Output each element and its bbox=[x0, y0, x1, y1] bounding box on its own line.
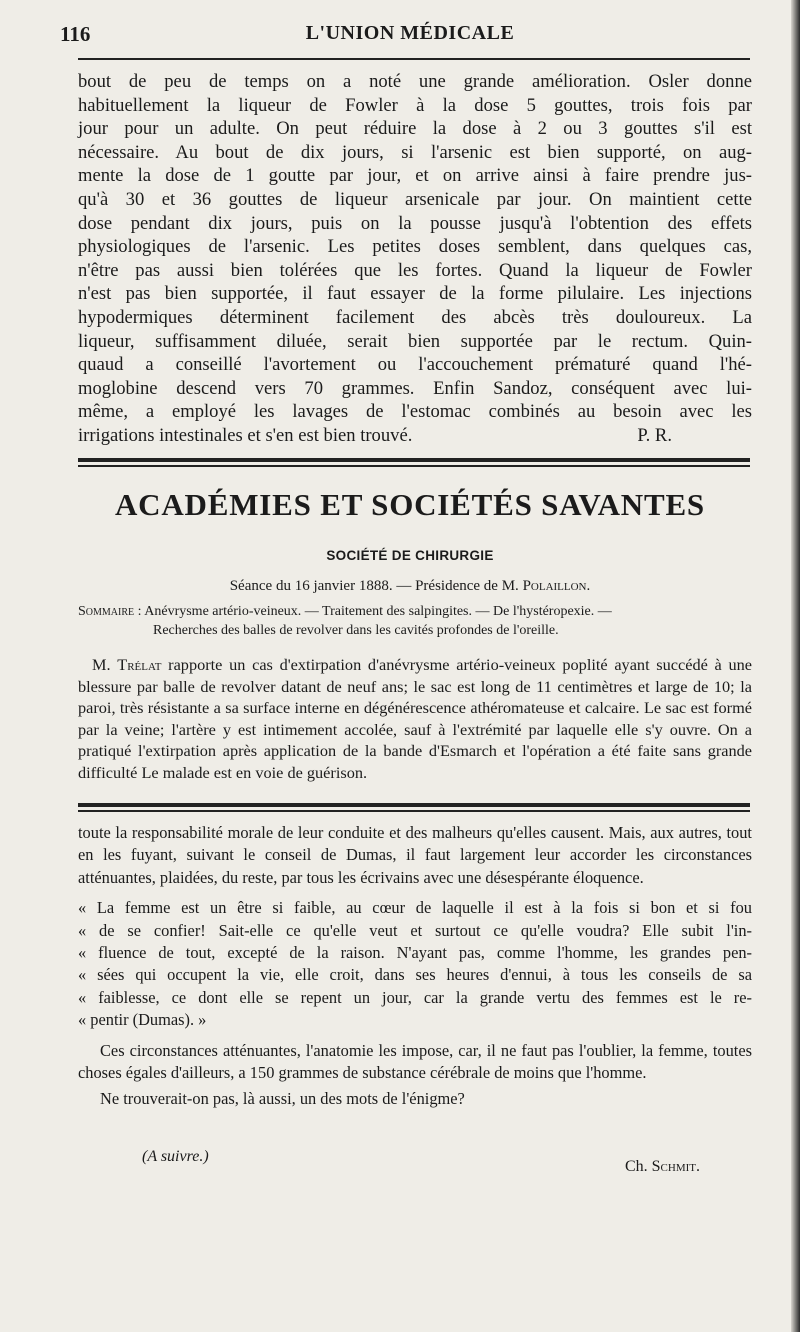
top-text-line: habituellement la liqueur de Fowler à la dose 5 gouttes, trois fois par bbox=[78, 94, 752, 116]
top-text-line: moglobine descend vers 70 grammes. Enfin Sandoz, conséquent avec lui- bbox=[78, 377, 752, 399]
section-rule-bottom bbox=[78, 465, 750, 467]
top-text-line: bout de peu de temps on a noté une grande amélioration. Osler donne bbox=[78, 71, 752, 92]
feuilleton-rule-top bbox=[78, 803, 750, 807]
author-signature bbox=[625, 1158, 700, 1176]
top-text-lines bbox=[78, 70, 752, 448]
page-header bbox=[60, 22, 760, 52]
speaker-name: Trélat bbox=[117, 655, 162, 674]
sommaire-line-2: Recherches des balles de revolver dans les cavités profondes de l'oreille. bbox=[153, 623, 559, 638]
section-title: ACADÉMIES ET SOCIÉTÉS SAVANTES bbox=[115, 487, 705, 522]
to-be-continued: (A suivre.) bbox=[142, 1148, 209, 1165]
feuilleton-paragraph-2: Ces circonstances atténuantes, l'anatomie les impose, car, il ne faut pas l'oublier, la femme, toutes choses égales d'ailleurs, a 150 grammes de substance cérébrale de moins que l'homme. bbox=[78, 1040, 752, 1083]
feuilleton-rule-bottom bbox=[78, 810, 750, 812]
top-text-line: liqueur, suffisamment diluée, serait bien supportée par le rectum. Quin- bbox=[78, 330, 752, 352]
author-prefix: Ch. bbox=[624, 1158, 652, 1175]
quote-line: « sées qui occupent la vie, elle croit, dans ses heures d'ennui, à tous les conseils de sa bbox=[78, 965, 752, 985]
quote-line: « de se confier! Sait-elle ce qu'elle veut et surtout ce qu'elle voudra? Elle subit l'in- bbox=[78, 920, 752, 940]
top-text-signature: P. R. bbox=[637, 424, 672, 446]
feuilleton-paragraph-3: Ne trouverait-on pas, là aussi, un des mots de l'énigme? bbox=[100, 1089, 465, 1109]
seance-end: . bbox=[586, 578, 591, 594]
sommaire-line-1: Anévrysme artério-veineux. — Traitement des salpingites. — De l'hystéropexie. — bbox=[141, 604, 612, 619]
seance-president: Polaillon bbox=[522, 578, 587, 594]
header-rule bbox=[78, 58, 750, 60]
seance-text: Séance du 16 janvier 1888. — Présidence de M. bbox=[229, 578, 523, 594]
report-text: rapporte un cas d'extirpation d'anévrysme artério-veineux poplité ayant succédé à une blessure par balle de revolver datant de neuf ans; le sac est long de 11 centimètres et large de 10; la paroi, très résistante a sa surface interne en dégénérescence athéromateuse et calcaire. Le sac est formé par la veine; l'artère y est intimement accolée, sauf à l'extrémité par laquelle elle s'y ouvre. On a pratiqué l'extirpation après application de la bande d'Esmarch et l'opération a été faite sans grande difficulté Le malade est en voie de guérison. bbox=[78, 655, 752, 782]
top-text-line bbox=[78, 424, 752, 448]
top-text-block bbox=[78, 70, 752, 448]
report-paragraph bbox=[78, 654, 752, 783]
top-text-line: physiologiques de l'arsenic. Les petites doses semblent, dans quelques cas, bbox=[78, 236, 752, 258]
top-text-line: dose pendant dix jours, puis on la pousse jusqu'à l'obtention des effets bbox=[78, 212, 752, 234]
speaker-prefix: M. bbox=[92, 655, 118, 674]
section-rule-top bbox=[78, 458, 750, 462]
page-edge-shadow bbox=[791, 0, 800, 1332]
top-text-line: n'être pas aussi bien tolérées que les fortes. Quand la liqueur de Fowler bbox=[78, 259, 752, 281]
society-heading: SOCIÉTÉ DE CHIRURGIE bbox=[326, 548, 494, 563]
quote-line: « La femme est un être si faible, au cœur de laquelle il est à la fois si bon et si fou bbox=[78, 898, 752, 918]
feuilleton-block bbox=[78, 822, 752, 1111]
dumas-quote bbox=[78, 897, 752, 1031]
top-text-line: même, a employé les lavages de l'estomac combinés au besoin avec les bbox=[78, 401, 752, 423]
top-text-line: n'est pas bien supportée, il faut essayer de la forme pilulaire. Les injections bbox=[78, 283, 752, 305]
sommaire-label: Sommaire : bbox=[78, 604, 142, 619]
quote-line: « fluence de tout, excepté de la raison. N'ayant pas, comme l'homme, les grandes pen- bbox=[78, 943, 752, 963]
top-text-line: qu'à 30 et 36 gouttes de liqueur arsenicale par jour. On maintient cette bbox=[78, 188, 752, 210]
top-text-line-text: irrigations intestinales et s'en est bien trouvé. bbox=[78, 424, 413, 446]
sommaire bbox=[78, 602, 752, 640]
top-text-line: nécessaire. Au bout de dix jours, si l'arsenic est bien supporté, on aug- bbox=[78, 141, 752, 163]
feuilleton-paragraph-1: toute la responsabilité morale de leur conduite et des malheurs qu'elles causent. Mais, aux autres, tout en les fuyant, suivant le conseil de Dumas, il faut largement leur accorder les circonstances atténuantes, plaidées, du reste, par tous les écrivains avec une désespérante éloquence. bbox=[78, 823, 752, 887]
author-suffix: . bbox=[696, 1158, 700, 1175]
quote-line: « faiblesse, ce dont elle se repent un jour, car la grande vertu des femmes est le re- bbox=[78, 987, 752, 1007]
quote-line: « pentir (Dumas). » bbox=[78, 1010, 207, 1030]
report-block bbox=[78, 654, 752, 783]
top-text-line: jour pour un adulte. On peut réduire la dose à 2 ou 3 gouttes s'il est bbox=[78, 118, 752, 140]
top-text-line: quaud a conseillé l'avortement ou l'accouchement prématuré quand l'hé- bbox=[78, 354, 752, 376]
seance-line bbox=[60, 578, 760, 595]
running-title: L'UNION MÉDICALE bbox=[305, 22, 515, 44]
top-text-line: hypodermiques déterminent facilement des abcès très douloureux. La bbox=[78, 306, 752, 328]
author-name: Schmit bbox=[651, 1158, 696, 1175]
top-text-line: mente la dose de 1 goutte par jour, et on arrive ainsi à faire prendre jus- bbox=[78, 165, 752, 187]
page-number: 116 bbox=[60, 22, 91, 46]
